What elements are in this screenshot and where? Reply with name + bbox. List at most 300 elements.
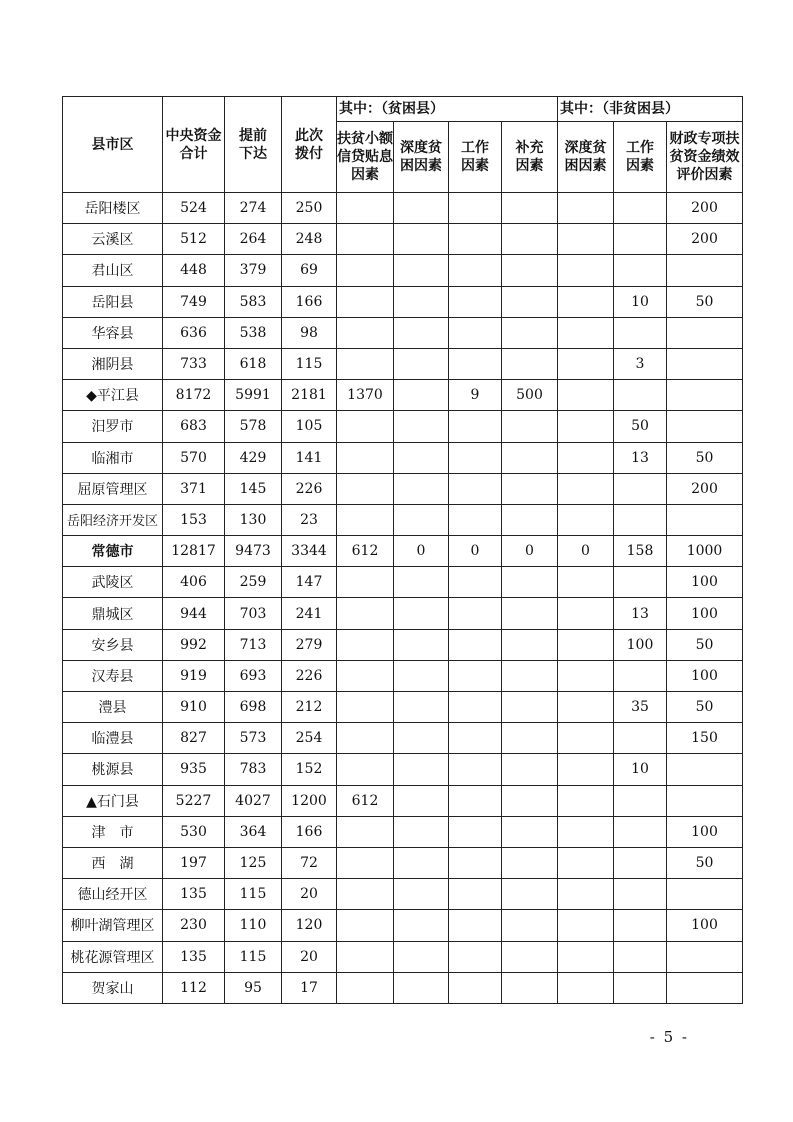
cell-value xyxy=(667,380,743,411)
cell-value xyxy=(394,286,449,317)
cell-value xyxy=(449,193,502,224)
cell-value xyxy=(449,567,502,598)
cell-value xyxy=(502,442,558,473)
cell-value: 364 xyxy=(225,816,282,847)
cell-region: 桃源县 xyxy=(63,754,163,785)
cell-value: 69 xyxy=(282,255,337,286)
cell-value: 226 xyxy=(282,473,337,504)
table-row xyxy=(63,692,743,723)
cell-value xyxy=(337,941,394,972)
cell-value xyxy=(614,660,667,691)
cell-value xyxy=(337,816,394,847)
cell-value: 583 xyxy=(225,286,282,317)
cell-value xyxy=(558,317,614,348)
cell-value: 524 xyxy=(163,193,225,224)
cell-value xyxy=(502,660,558,691)
cell-value: 992 xyxy=(163,629,225,660)
cell-region: 岳阳经济开发区 xyxy=(63,504,163,535)
cell-value xyxy=(502,629,558,660)
cell-value: 100 xyxy=(614,629,667,660)
cell-value xyxy=(614,816,667,847)
cell-value xyxy=(614,879,667,910)
table-row xyxy=(63,286,743,317)
table-row xyxy=(63,629,743,660)
cell-value xyxy=(394,910,449,941)
cell-value xyxy=(558,910,614,941)
cell-value: 166 xyxy=(282,286,337,317)
table-row-subtotal xyxy=(63,536,743,567)
cell-value xyxy=(394,598,449,629)
table-row xyxy=(63,348,743,379)
cell-value: 230 xyxy=(163,910,225,941)
cell-value: 0 xyxy=(449,536,502,567)
cell-value xyxy=(337,847,394,878)
cell-value: 512 xyxy=(163,224,225,255)
cell-value xyxy=(502,567,558,598)
cell-value: 8172 xyxy=(163,380,225,411)
cell-value: 50 xyxy=(667,442,743,473)
cell-region: ▲石门县 xyxy=(63,785,163,816)
cell-value xyxy=(449,816,502,847)
cell-value: 212 xyxy=(282,692,337,723)
cell-value xyxy=(614,785,667,816)
cell-value xyxy=(337,629,394,660)
cell-value xyxy=(337,442,394,473)
cell-value: 250 xyxy=(282,193,337,224)
cell-value xyxy=(558,660,614,691)
cell-value xyxy=(614,504,667,535)
cell-value: 264 xyxy=(225,224,282,255)
cell-value xyxy=(502,723,558,754)
cell-value: 200 xyxy=(667,473,743,504)
cell-region: 临湘市 xyxy=(63,442,163,473)
cell-value xyxy=(394,255,449,286)
cell-value: 200 xyxy=(667,224,743,255)
cell-value xyxy=(394,847,449,878)
cell-value: 147 xyxy=(282,567,337,598)
table-row xyxy=(63,473,743,504)
table-row xyxy=(63,941,743,972)
cell-value xyxy=(449,941,502,972)
cell-value: 3 xyxy=(614,348,667,379)
cell-value xyxy=(337,411,394,442)
cell-value xyxy=(614,972,667,1003)
cell-value: 241 xyxy=(282,598,337,629)
cell-value: 570 xyxy=(163,442,225,473)
cell-value xyxy=(337,348,394,379)
cell-value: 5991 xyxy=(225,380,282,411)
cell-value xyxy=(502,504,558,535)
cell-value: 612 xyxy=(337,536,394,567)
cell-value: 538 xyxy=(225,317,282,348)
cell-region: 柳叶湖管理区 xyxy=(63,910,163,941)
cell-value: 115 xyxy=(282,348,337,379)
cell-value xyxy=(558,692,614,723)
table-row xyxy=(63,754,743,785)
cell-value: 693 xyxy=(225,660,282,691)
cell-value: 944 xyxy=(163,598,225,629)
cell-value xyxy=(614,473,667,504)
cell-value: 406 xyxy=(163,567,225,598)
cell-region: 常德市 xyxy=(63,536,163,567)
cell-value xyxy=(558,816,614,847)
cell-value xyxy=(449,473,502,504)
cell-value xyxy=(502,941,558,972)
cell-value xyxy=(558,972,614,1003)
table-row xyxy=(63,785,743,816)
cell-value: 125 xyxy=(225,847,282,878)
cell-value: 279 xyxy=(282,629,337,660)
cell-value xyxy=(558,255,614,286)
cell-region: 贺家山 xyxy=(63,972,163,1003)
header-poor-deep: 深度贫 困因素 xyxy=(394,122,449,193)
cell-value xyxy=(337,972,394,1003)
cell-value: 274 xyxy=(225,193,282,224)
cell-value: 827 xyxy=(163,723,225,754)
cell-value xyxy=(667,255,743,286)
cell-value xyxy=(337,193,394,224)
cell-value: 120 xyxy=(282,910,337,941)
cell-value: 130 xyxy=(225,504,282,535)
cell-value xyxy=(449,847,502,878)
cell-value xyxy=(394,442,449,473)
cell-value xyxy=(394,504,449,535)
table-row xyxy=(63,380,743,411)
header-advance: 提前 下达 xyxy=(225,97,282,193)
header-poor-work: 工作 因素 xyxy=(449,122,502,193)
cell-value: 152 xyxy=(282,754,337,785)
cell-value: 3344 xyxy=(282,536,337,567)
table-row xyxy=(63,504,743,535)
cell-value xyxy=(337,910,394,941)
cell-value xyxy=(394,629,449,660)
cell-value xyxy=(667,348,743,379)
cell-value xyxy=(394,941,449,972)
cell-value: 100 xyxy=(667,910,743,941)
cell-value xyxy=(394,224,449,255)
cell-value xyxy=(502,879,558,910)
table-row xyxy=(63,317,743,348)
cell-region: 桃花源管理区 xyxy=(63,941,163,972)
cell-value: 9 xyxy=(449,380,502,411)
cell-value: 150 xyxy=(667,723,743,754)
cell-region: 汉寿县 xyxy=(63,660,163,691)
cell-value xyxy=(614,847,667,878)
cell-value xyxy=(449,286,502,317)
cell-value: 153 xyxy=(163,504,225,535)
cell-value xyxy=(337,255,394,286)
table-row xyxy=(63,193,743,224)
cell-value xyxy=(614,567,667,598)
cell-value xyxy=(558,785,614,816)
table-row xyxy=(63,972,743,1003)
cell-value: 72 xyxy=(282,847,337,878)
cell-value xyxy=(667,941,743,972)
cell-value xyxy=(502,348,558,379)
cell-region: 岳阳楼区 xyxy=(63,193,163,224)
cell-value: 158 xyxy=(614,536,667,567)
cell-value xyxy=(558,723,614,754)
table-row xyxy=(63,910,743,941)
cell-value xyxy=(449,910,502,941)
cell-value xyxy=(394,754,449,785)
cell-value xyxy=(394,879,449,910)
table-row xyxy=(63,847,743,878)
cell-region: 汨罗市 xyxy=(63,411,163,442)
cell-value xyxy=(667,317,743,348)
cell-region: ◆平江县 xyxy=(63,380,163,411)
cell-value: 919 xyxy=(163,660,225,691)
cell-value: 910 xyxy=(163,692,225,723)
cell-value xyxy=(667,411,743,442)
cell-value xyxy=(394,660,449,691)
cell-value: 145 xyxy=(225,473,282,504)
cell-value xyxy=(394,473,449,504)
cell-value: 95 xyxy=(225,972,282,1003)
cell-value xyxy=(558,754,614,785)
cell-value: 0 xyxy=(558,536,614,567)
cell-value xyxy=(337,723,394,754)
header-poor-supplement: 补充 因素 xyxy=(502,122,558,193)
cell-region: 安乡县 xyxy=(63,629,163,660)
cell-value xyxy=(337,754,394,785)
cell-value xyxy=(449,723,502,754)
cell-value xyxy=(667,879,743,910)
cell-value xyxy=(337,504,394,535)
cell-value: 115 xyxy=(225,879,282,910)
cell-value xyxy=(502,910,558,941)
cell-value: 10 xyxy=(614,754,667,785)
cell-value xyxy=(558,286,614,317)
cell-value: 200 xyxy=(667,193,743,224)
cell-value xyxy=(449,504,502,535)
cell-value xyxy=(558,847,614,878)
cell-value xyxy=(502,847,558,878)
cell-value: 9473 xyxy=(225,536,282,567)
cell-value: 713 xyxy=(225,629,282,660)
cell-value: 683 xyxy=(163,411,225,442)
header-nonpoor-work: 工作 因素 xyxy=(614,122,667,193)
cell-value: 100 xyxy=(667,567,743,598)
cell-value xyxy=(502,972,558,1003)
table-row xyxy=(63,411,743,442)
cell-value: 23 xyxy=(282,504,337,535)
cell-value: 1370 xyxy=(337,380,394,411)
cell-value xyxy=(614,193,667,224)
cell-region: 岳阳县 xyxy=(63,286,163,317)
cell-value xyxy=(449,442,502,473)
cell-value: 100 xyxy=(667,660,743,691)
cell-value xyxy=(502,598,558,629)
cell-value: 12817 xyxy=(163,536,225,567)
cell-value xyxy=(337,473,394,504)
cell-value xyxy=(337,567,394,598)
cell-value xyxy=(558,380,614,411)
cell-value: 530 xyxy=(163,816,225,847)
cell-value xyxy=(558,442,614,473)
cell-value: 448 xyxy=(163,255,225,286)
cell-value: 703 xyxy=(225,598,282,629)
cell-value: 98 xyxy=(282,317,337,348)
cell-value xyxy=(614,317,667,348)
cell-value: 0 xyxy=(502,536,558,567)
cell-value: 578 xyxy=(225,411,282,442)
cell-value: 35 xyxy=(614,692,667,723)
cell-region: 津 市 xyxy=(63,816,163,847)
cell-region: 湘阴县 xyxy=(63,348,163,379)
cell-value: 5227 xyxy=(163,785,225,816)
cell-value xyxy=(502,286,558,317)
cell-value: 141 xyxy=(282,442,337,473)
cell-value xyxy=(502,224,558,255)
cell-value xyxy=(337,286,394,317)
cell-value xyxy=(558,411,614,442)
cell-value xyxy=(558,879,614,910)
cell-region: 华容县 xyxy=(63,317,163,348)
cell-value: 10 xyxy=(614,286,667,317)
cell-value: 749 xyxy=(163,286,225,317)
cell-value xyxy=(394,348,449,379)
cell-value xyxy=(558,224,614,255)
cell-value: 20 xyxy=(282,941,337,972)
cell-value: 618 xyxy=(225,348,282,379)
cell-value xyxy=(614,723,667,754)
table-row xyxy=(63,442,743,473)
cell-value xyxy=(614,380,667,411)
header-group-poor: 其中：（贫困县） xyxy=(337,97,558,122)
cell-value: 197 xyxy=(163,847,225,878)
cell-value xyxy=(502,193,558,224)
cell-region: 武陵区 xyxy=(63,567,163,598)
cell-value: 110 xyxy=(225,910,282,941)
cell-value: 50 xyxy=(667,847,743,878)
cell-value: 259 xyxy=(225,567,282,598)
cell-value: 573 xyxy=(225,723,282,754)
cell-region: 鼎城区 xyxy=(63,598,163,629)
cell-value xyxy=(394,567,449,598)
cell-value: 13 xyxy=(614,598,667,629)
cell-value xyxy=(502,255,558,286)
cell-region: 云溪区 xyxy=(63,224,163,255)
header-poor-microloan: 扶贫小额 信贷贴息 因素 xyxy=(337,122,394,193)
cell-value xyxy=(449,348,502,379)
cell-value xyxy=(337,598,394,629)
cell-value xyxy=(558,193,614,224)
cell-value xyxy=(502,411,558,442)
cell-region: 西 湖 xyxy=(63,847,163,878)
cell-value xyxy=(558,348,614,379)
cell-value xyxy=(337,224,394,255)
cell-value: 371 xyxy=(163,473,225,504)
cell-value: 636 xyxy=(163,317,225,348)
cell-value xyxy=(502,692,558,723)
cell-value xyxy=(614,941,667,972)
cell-value xyxy=(394,723,449,754)
cell-value xyxy=(667,785,743,816)
table-row xyxy=(63,816,743,847)
cell-value xyxy=(394,411,449,442)
cell-value xyxy=(337,660,394,691)
cell-value xyxy=(394,816,449,847)
cell-region: 德山经开区 xyxy=(63,879,163,910)
cell-value: 166 xyxy=(282,816,337,847)
cell-value xyxy=(449,692,502,723)
page-number: - 5 - xyxy=(649,1028,689,1046)
cell-value xyxy=(449,754,502,785)
cell-value xyxy=(558,629,614,660)
cell-value: 50 xyxy=(667,692,743,723)
table-body xyxy=(63,193,743,1004)
cell-value xyxy=(558,504,614,535)
cell-value xyxy=(337,879,394,910)
cell-value xyxy=(558,941,614,972)
cell-value xyxy=(502,816,558,847)
header-region: 县市区 xyxy=(63,97,163,193)
cell-value: 105 xyxy=(282,411,337,442)
cell-value xyxy=(394,380,449,411)
cell-value: 935 xyxy=(163,754,225,785)
cell-value xyxy=(667,972,743,1003)
cell-value xyxy=(449,317,502,348)
cell-value xyxy=(667,504,743,535)
cell-value: 50 xyxy=(667,629,743,660)
cell-value xyxy=(449,972,502,1003)
cell-value: 100 xyxy=(667,598,743,629)
cell-value: 2181 xyxy=(282,380,337,411)
cell-value xyxy=(558,598,614,629)
cell-value: 135 xyxy=(163,879,225,910)
cell-value xyxy=(449,879,502,910)
table-row xyxy=(63,879,743,910)
cell-value xyxy=(394,193,449,224)
header-nonpoor-eval: 财政专项扶 贫资金绩效 评价因素 xyxy=(667,122,743,193)
cell-value xyxy=(449,598,502,629)
cell-value xyxy=(394,785,449,816)
cell-value: 1000 xyxy=(667,536,743,567)
cell-value: 733 xyxy=(163,348,225,379)
cell-value xyxy=(449,224,502,255)
cell-value: 500 xyxy=(502,380,558,411)
cell-value: 1200 xyxy=(282,785,337,816)
cell-value: 429 xyxy=(225,442,282,473)
cell-value: 612 xyxy=(337,785,394,816)
cell-value xyxy=(558,567,614,598)
funding-table xyxy=(62,96,743,1004)
cell-value xyxy=(667,754,743,785)
cell-region: 澧县 xyxy=(63,692,163,723)
cell-value xyxy=(449,660,502,691)
cell-value xyxy=(449,411,502,442)
table-row xyxy=(63,723,743,754)
header-central-total: 中央资金 合计 xyxy=(163,97,225,193)
cell-value xyxy=(449,785,502,816)
cell-value: 248 xyxy=(282,224,337,255)
cell-value: 783 xyxy=(225,754,282,785)
cell-value xyxy=(502,785,558,816)
cell-value xyxy=(614,255,667,286)
cell-value xyxy=(394,972,449,1003)
cell-value: 698 xyxy=(225,692,282,723)
cell-value xyxy=(449,629,502,660)
cell-value xyxy=(558,473,614,504)
cell-region: 屈原管理区 xyxy=(63,473,163,504)
cell-value: 17 xyxy=(282,972,337,1003)
cell-value: 4027 xyxy=(225,785,282,816)
cell-region: 临澧县 xyxy=(63,723,163,754)
cell-value xyxy=(502,473,558,504)
cell-value xyxy=(449,255,502,286)
cell-value: 112 xyxy=(163,972,225,1003)
